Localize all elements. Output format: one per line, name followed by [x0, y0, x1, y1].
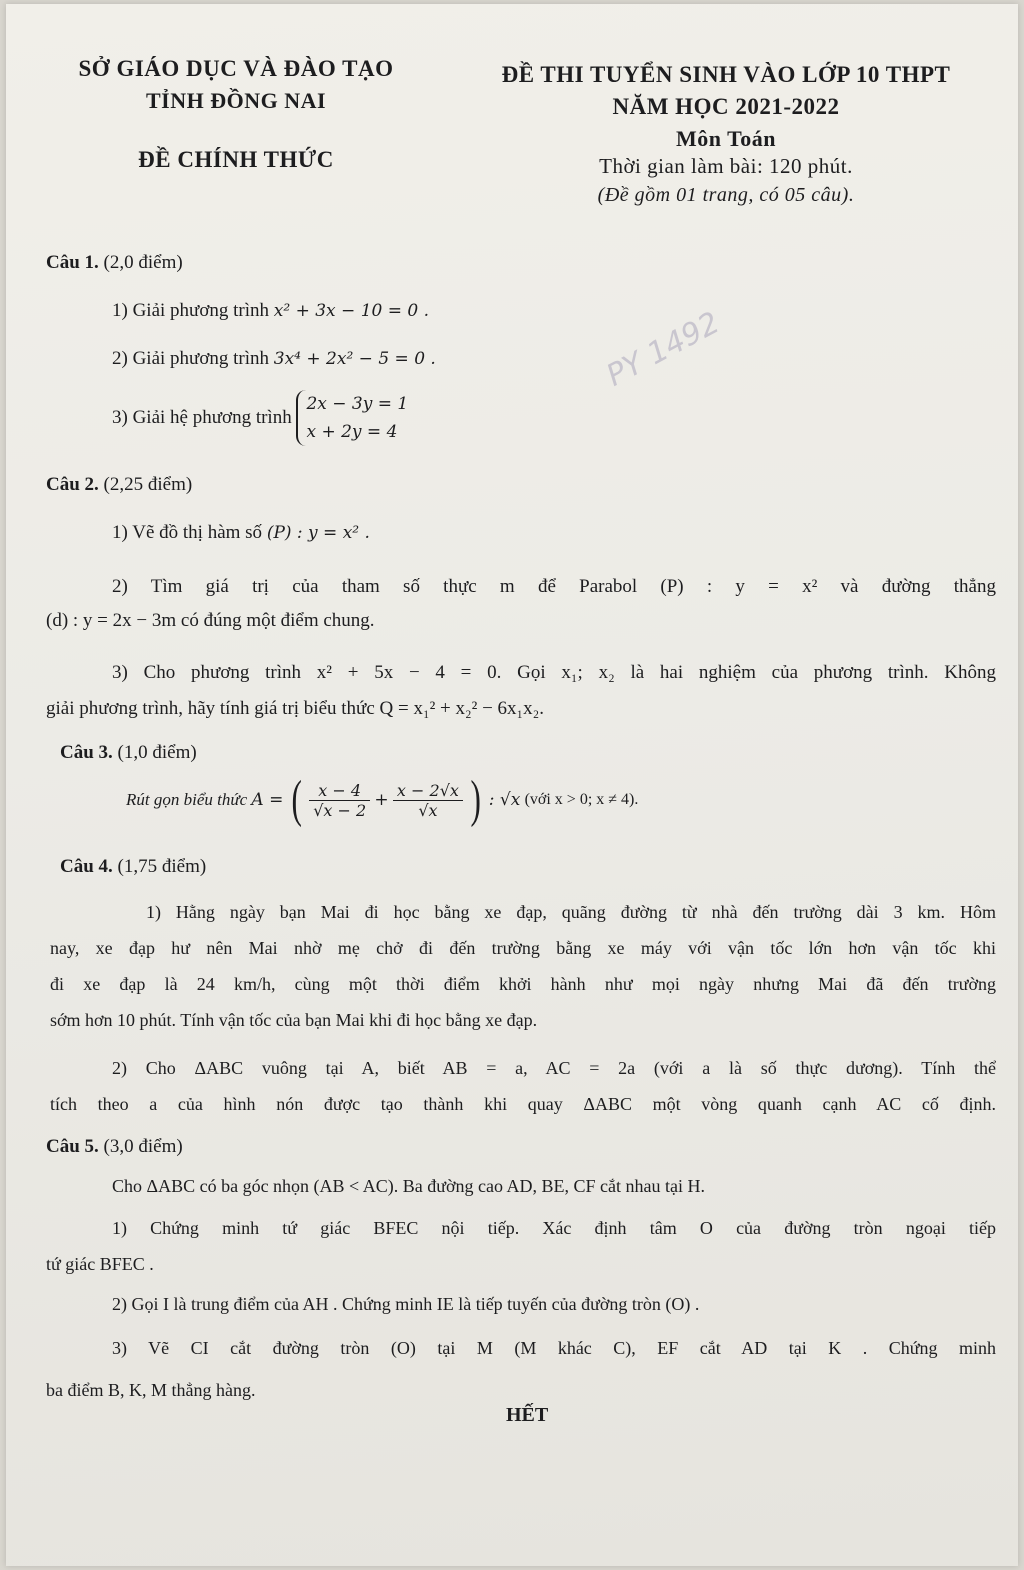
right-paren: ) [470, 771, 482, 828]
q1-part2 [112, 348, 436, 370]
q4-part1-line1: 1) Hằng ngày bạn Mai đi học bằng xe đạp, quãng đường từ nhà đến trường dài 3 km. Hôm [146, 902, 996, 922]
q3-tail: : √x [488, 790, 521, 810]
q3-title: Câu 3. [60, 742, 113, 763]
q5-part3-line2: ba điểm B, K, M thẳng hàng. [46, 1380, 256, 1400]
q5-part2: 2) Gọi I là trung điểm của AH . Chứng minh IE là tiếp tuyến của đường tròn (O) . [112, 1294, 700, 1314]
q4-part1-line2: nay, xe đạp hư nên Mai nhờ mẹ chở đi đến trường bằng xe máy với vận tốc lớn hơn vận tốc khi [50, 938, 996, 958]
q2-part3-line1: 3) Cho phương trình x² + 5x − 4 = 0. Gọi x₁; x₂ là hai nghiệm của phương trình. Không [112, 662, 996, 683]
q1-part2-equation: 3x⁴ + 2x² − 5 = 0 . [273, 349, 436, 369]
q2-part2-line1: 2) Tìm giá trị của tham số thực m để Parabol (P) : y = x² và đường thẳng [112, 576, 996, 597]
exam-title: ĐỀ THI TUYỂN SINH VÀO LỚP 10 THPT [501, 62, 951, 87]
province-name: TỈNH ĐỒNG NAI [145, 88, 327, 113]
q1-part1-text: 1) Giải phương trình [112, 300, 270, 321]
q4-part1-line4: sớm hơn 10 phút. Tính vận tốc của bạn Mai khi đi học bằng xe đạp. [50, 1010, 538, 1030]
q3-text: Rút gọn biểu thức [126, 790, 248, 809]
q3-points: (1,0 điểm) [117, 742, 197, 763]
q4-part2-line1: 2) Cho ΔABC vuông tại A, biết AB = a, AC = 2a (với a là số thực dương). Tính thể [112, 1058, 996, 1078]
q1-part2-text: 2) Giải phương trình [112, 348, 270, 369]
end-marker: HẾT [506, 1404, 549, 1426]
system-eq-2: x + 2y = 4 [306, 422, 398, 442]
q1-part1-equation: x² + 3x − 10 = 0 . [273, 301, 429, 321]
q1-title: Câu 1. [46, 252, 99, 273]
q5-part1-line1: 1) Chứng minh tứ giác BFEC nội tiếp. Xác định tâm O của đường tròn ngoại tiếp [112, 1218, 996, 1238]
q4-title: Câu 4. [60, 856, 113, 877]
fraction-1-denominator: √x − 2 [313, 800, 367, 820]
handwritten-mark: PY 1492 [600, 305, 726, 394]
subject: Môn Toán [676, 126, 776, 151]
q2-part1-text: 1) Vẽ đồ thị hàm số [112, 522, 263, 543]
official-label: ĐỀ CHÍNH THỨC [138, 147, 334, 172]
q5-intro: Cho ΔABC có ba góc nhọn (AB < AC). Ba đường cao AD, BE, CF cắt nhau tại H. [112, 1176, 705, 1196]
q5-heading [46, 1136, 183, 1158]
q5-title: Câu 5. [46, 1136, 99, 1157]
q2-part3-line2: giải phương trình, hãy tính giá trị biểu thức Q = x₁² + x₂² − 6x₁x₂. [46, 698, 545, 719]
fraction-2-numerator: x − 2√x [393, 781, 463, 801]
q1-part3 [112, 390, 408, 446]
q2-title: Câu 2. [46, 474, 99, 495]
q4-part2-line2: tích theo a của hình nón được tạo thành khi quay ΔABC một vòng quanh cạnh AC cố định. [50, 1094, 996, 1114]
q4-part1-line3: đi xe đạp là 24 km/h, cùng một thời điểm khởi hành như mọi ngày nhưng Mai đã đến trường [50, 974, 996, 994]
page-note: (Đề gồm 01 trang, có 05 câu). [597, 184, 855, 206]
q5-part3-line1: 3) Vẽ CI cắt đường tròn (O) tại M (M khác C), EF cắt AD tại K . Chứng minh [112, 1338, 996, 1358]
q5-part1-line2: tứ giác BFEC . [46, 1254, 154, 1274]
system-eq-1: 2x − 3y = 1 [306, 394, 409, 414]
q2-heading [46, 474, 192, 496]
q2-part1 [112, 522, 370, 544]
q3-condition: (với x > 0; x ≠ 4). [524, 791, 639, 808]
q1-heading [46, 252, 183, 274]
department-name: SỞ GIÁO DỤC VÀ ĐÀO TẠO [78, 56, 394, 81]
equation-system [296, 390, 408, 446]
q5-points: (3,0 điểm) [103, 1136, 183, 1157]
fraction-2-denominator: √x [418, 800, 438, 820]
school-year: NĂM HỌC 2021-2022 [612, 94, 840, 119]
q3-expression-line [126, 771, 639, 828]
fraction-2 [393, 781, 463, 820]
q2-points: (2,25 điểm) [103, 474, 193, 495]
q2-part1-function: (P) : y = x² . [266, 523, 370, 543]
q1-points: (2,0 điểm) [103, 252, 183, 273]
fraction-1 [309, 781, 370, 820]
q1-part3-text: 3) Giải hệ phương trình [112, 407, 292, 428]
q2-part2-line2: (d) : y = 2x − 3m có đúng một điểm chung. [46, 610, 375, 631]
fraction-1-numerator: x − 4 [309, 781, 370, 801]
q1-part1 [112, 300, 429, 322]
exam-paper [6, 4, 1018, 1566]
q4-heading [60, 856, 206, 878]
q4-points: (1,75 điểm) [117, 856, 207, 877]
left-paren: ( [291, 771, 302, 828]
q3-heading [60, 742, 197, 764]
q3-lhs: A = [251, 790, 284, 810]
duration: Thời gian làm bài: 120 phút. [599, 154, 853, 178]
plus-sign: + [374, 790, 389, 810]
